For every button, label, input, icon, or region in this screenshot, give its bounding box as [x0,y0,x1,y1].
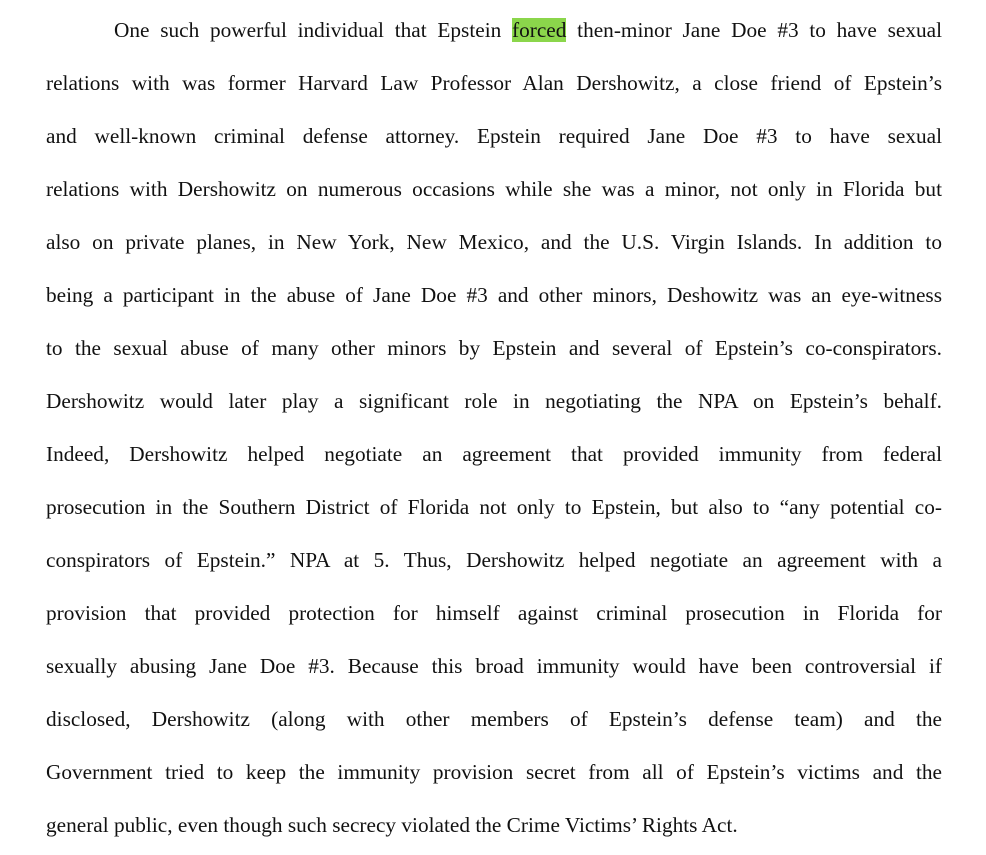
paragraph-line-10: prosecution in the Southern District of Florida not only to Epstein, but also to “any potential co- [46,495,942,519]
paragraph-line-13: sexually abusing Jane Doe #3. Because this broad immunity would have been controversial if [46,654,942,678]
paragraph-line-8: Dershowitz would later play a significant role in negotiating the NPA on Epstein’s behalf. [46,389,942,413]
paragraph-line-15: Government tried to keep the immunity provision secret from all of Epstein’s victims and the [46,760,942,784]
paragraph-line-9: Indeed, Dershowitz helped negotiate an agreement that provided immunity from federal [46,442,942,466]
paragraph-line-3: and well-known criminal defense attorney. Epstein required Jane Doe #3 to have sexual [46,124,942,148]
paragraph-line-12: provision that provided protection for himself against criminal prosecution in Florida for [46,601,942,625]
paragraph-line-2: relations with was former Harvard Law Professor Alan Dershowitz, a close friend of Epstein’s [46,71,942,95]
line-1-before: One such powerful individual that Epstein [114,18,502,42]
paragraph-line-6: being a participant in the abuse of Jane Doe #3 and other minors, Deshowitz was an eye-witness [46,283,942,307]
paragraph-line-5: also on private planes, in New York, New Mexico, and the U.S. Virgin Islands. In addition to [46,230,942,254]
paragraph-line-1 [114,15,942,45]
paragraph-line-14: disclosed, Dershowitz (along with other members of Epstein’s defense team) and the [46,707,942,731]
paragraph-line-4: relations with Dershowitz on numerous occasions while she was a minor, not only in Florida but [46,177,942,201]
paragraph-line-16: general public, even though such secrecy violated the Crime Victims’ Rights Act. [46,813,738,837]
line-1-after: then-minor Jane Doe #3 to have sexual [577,18,943,42]
highlighted-word: forced [512,18,567,42]
paragraph-line-7: to the sexual abuse of many other minors by Epstein and several of Epstein’s co-conspirators. [46,336,942,360]
paragraph-line-11: conspirators of Epstein.” NPA at 5. Thus, Dershowitz helped negotiate an agreement with a [46,548,942,572]
